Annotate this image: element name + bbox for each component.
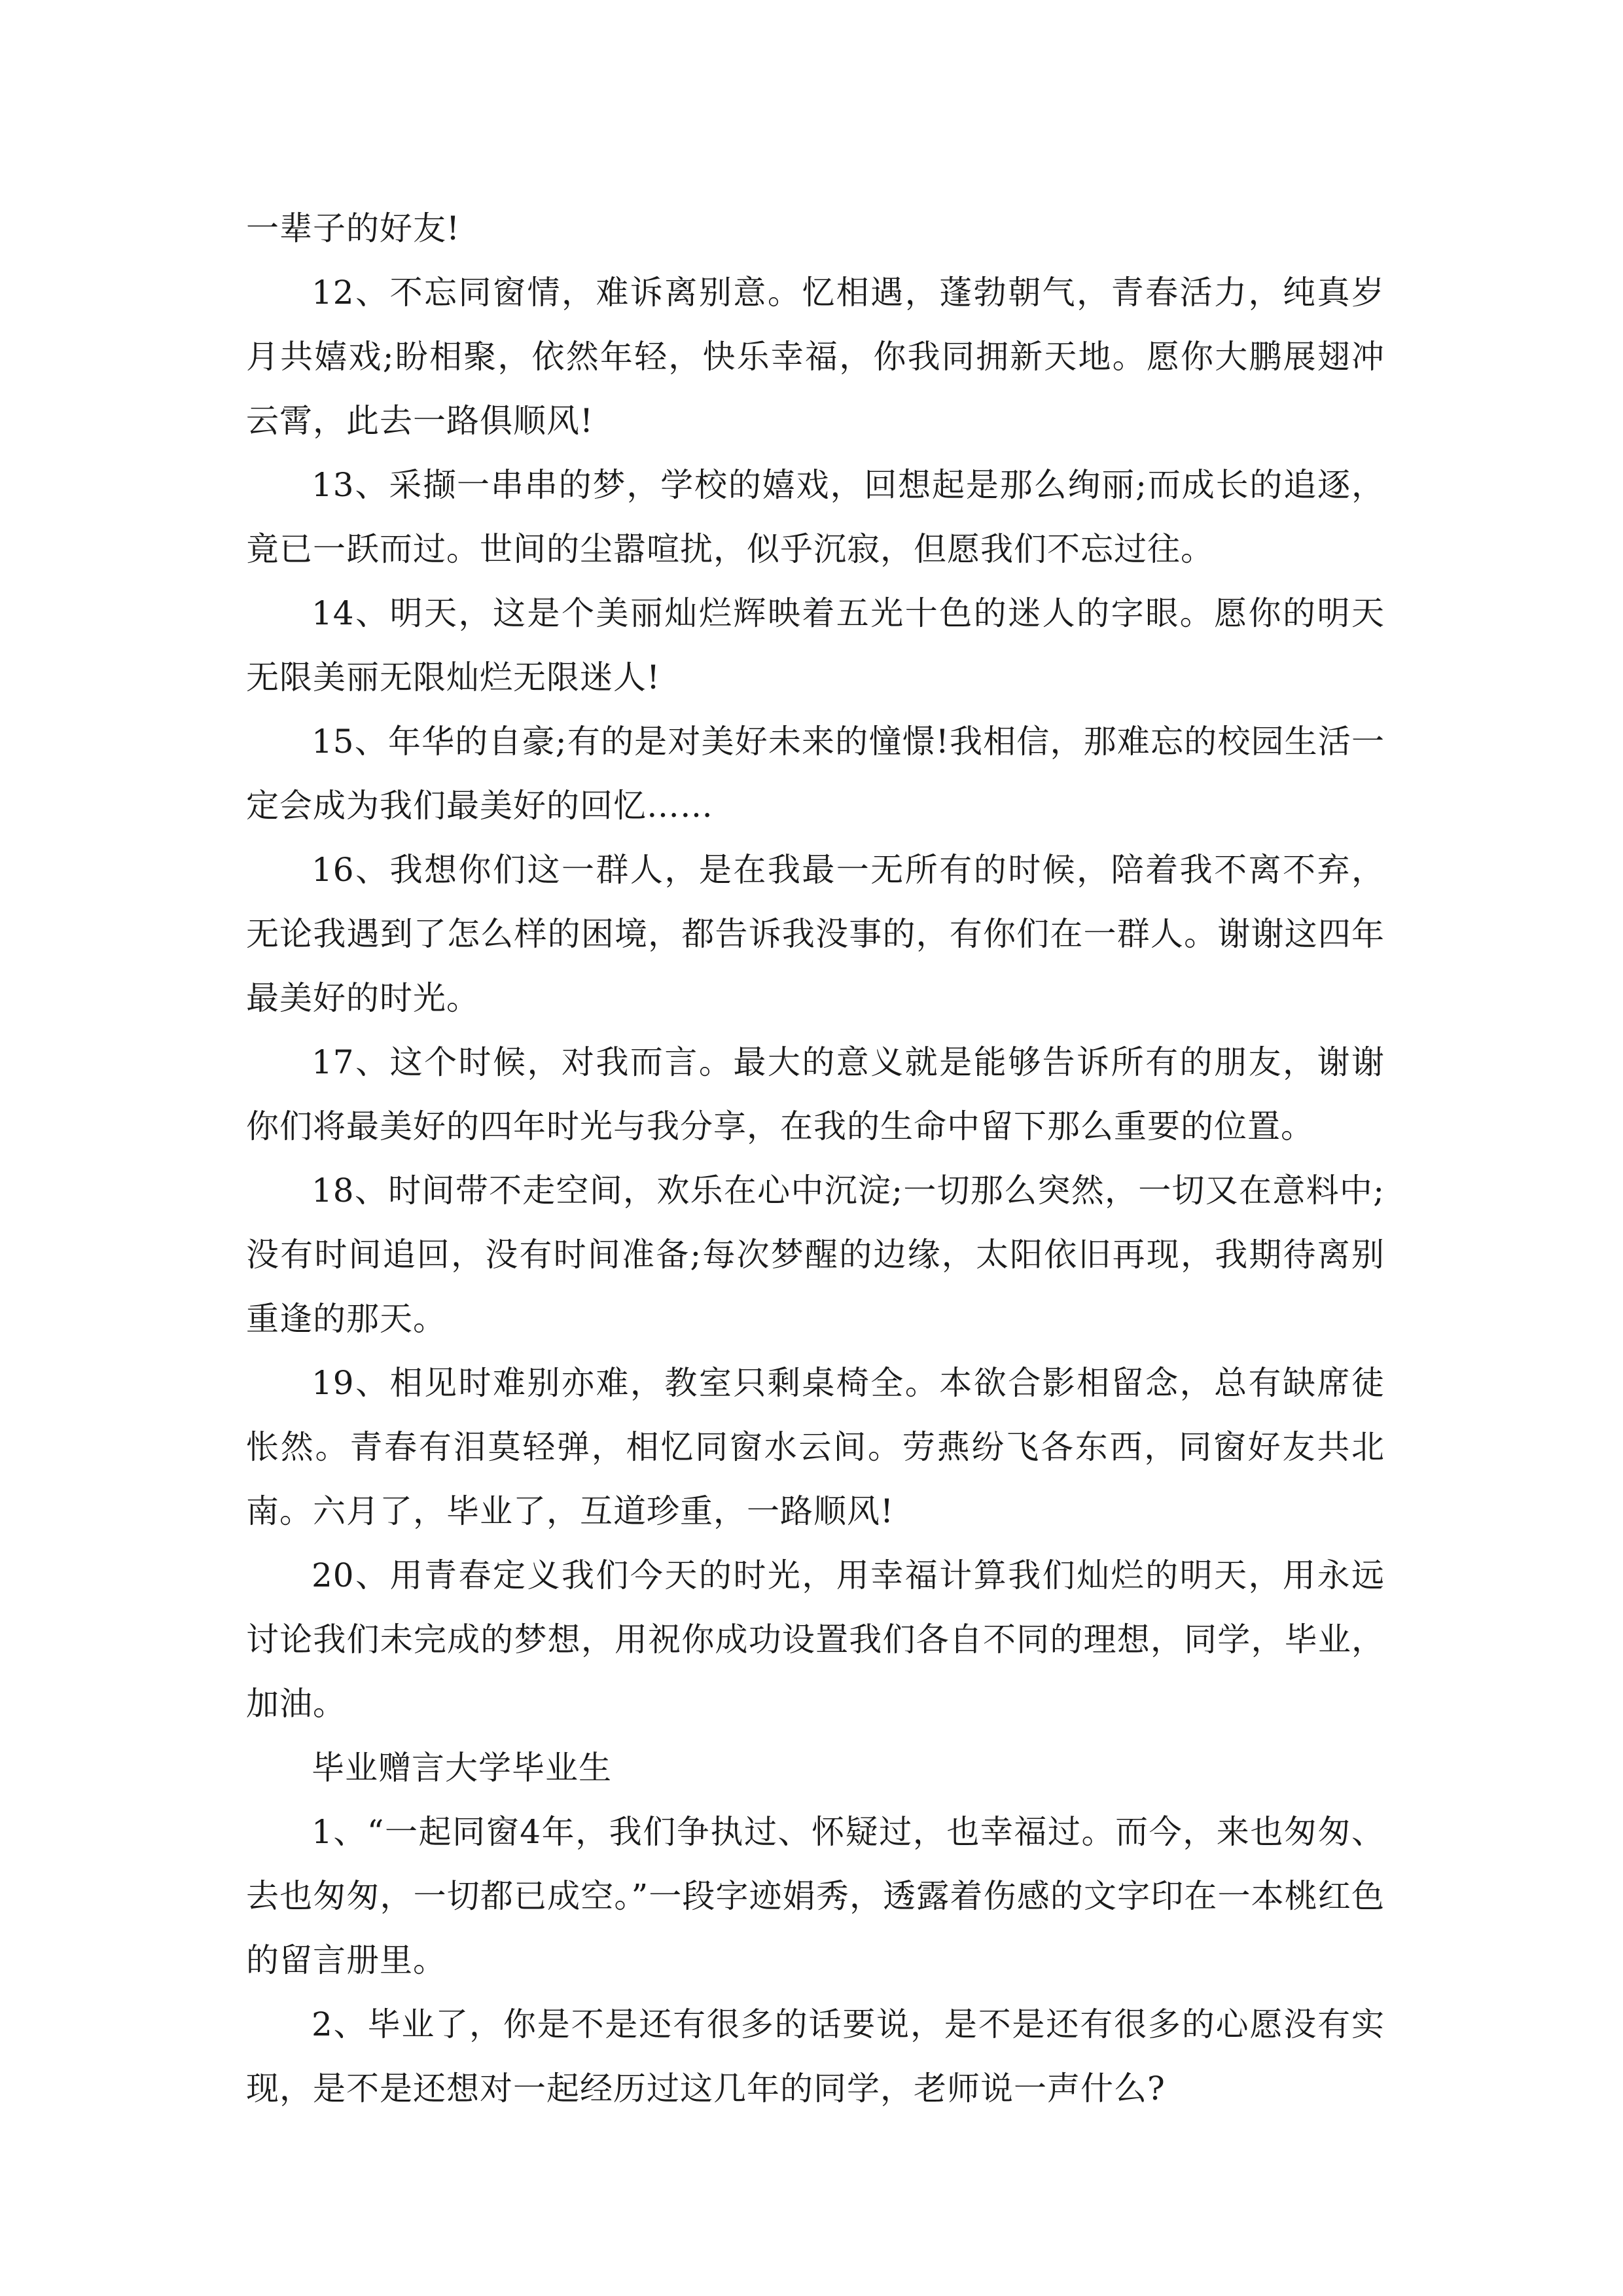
- paragraph-item-18: 18、时间带不走空间，欢乐在心中沉淀;一切那么突然，一切又在意料中;没有时间追回，没有时间准备;每次梦醒的边缘，太阳依旧再现，我期待离别重逢的那天。: [246, 1172, 1385, 1338]
- section-heading: 毕业赠言大学毕业生: [312, 1749, 612, 1787]
- paragraph-item-14: 14、明天，这是个美丽灿烂辉映着五光十色的迷人的字眼。愿你的明天无限美丽无限灿烂无限迷人!: [246, 594, 1385, 696]
- paragraph-item-16: 16、我想你们这一群人，是在我最一无所有的时候，陪着我不离不弃，无论我遇到了怎么样的困境，都告诉我没事的，有你们在一群人。谢谢这四年最美好的时光。: [246, 851, 1385, 1017]
- paragraph-item-15: 15、年华的自豪;有的是对美好未来的憧憬!我相信，那难忘的校园生活一定会成为我们最美好的回忆……: [246, 723, 1385, 825]
- paragraph-item-1: 1、“一起同窗4年，我们争执过、怀疑过，也幸福过。而今，来也匆匆、去也匆匆，一切都已成空。”一段字迹娟秀，透露着伤感的文字印在一本桃红色的留言册里。: [246, 1813, 1385, 1979]
- paragraph-item-17: 17、这个时候，对我而言。最大的意义就是能够告诉所有的朋友，谢谢你们将最美好的四年时光与我分享，在我的生命中留下那么重要的位置。: [246, 1043, 1385, 1145]
- paragraph-item-19: 19、相见时难别亦难，教室只剩桌椅全。本欲合影相留念，总有缺席徒怅然。青春有泪莫轻弹，相忆同窗水云间。劳燕纷飞各东西，同窗好友共北南。六月了，毕业了，互道珍重，一路顺风!: [246, 1364, 1385, 1530]
- paragraph-item-2: 2、毕业了，你是不是还有很多的话要说，是不是还有很多的心愿没有实现，是不是还想对一起经历过这几年的同学，老师说一声什么?: [246, 2005, 1385, 2108]
- paragraph-continuation: 一辈子的好友!: [246, 209, 461, 247]
- paragraph-item-13: 13、采撷一串串的梦，学校的嬉戏，回想起是那么绚丽;而成长的追逐，竟已一跃而过。世间的尘嚣喧扰，似乎沉寂，但愿我们不忘过往。: [246, 466, 1385, 568]
- paragraph-item-12: 12、不忘同窗情，难诉离别意。忆相遇，蓬勃朝气，青春活力，纯真岁月共嬉戏;盼相聚，依然年轻，快乐幸福，你我同拥新天地。愿你大鹏展翅冲云霄，此去一路俱顺风!: [246, 274, 1385, 440]
- paragraph-item-20: 20、用青春定义我们今天的时光，用幸福计算我们灿烂的明天，用永远讨论我们未完成的梦想，用祝你成功设置我们各自不同的理想，同学，毕业，加油。: [246, 1556, 1385, 1723]
- document-body: [246, 196, 1385, 2121]
